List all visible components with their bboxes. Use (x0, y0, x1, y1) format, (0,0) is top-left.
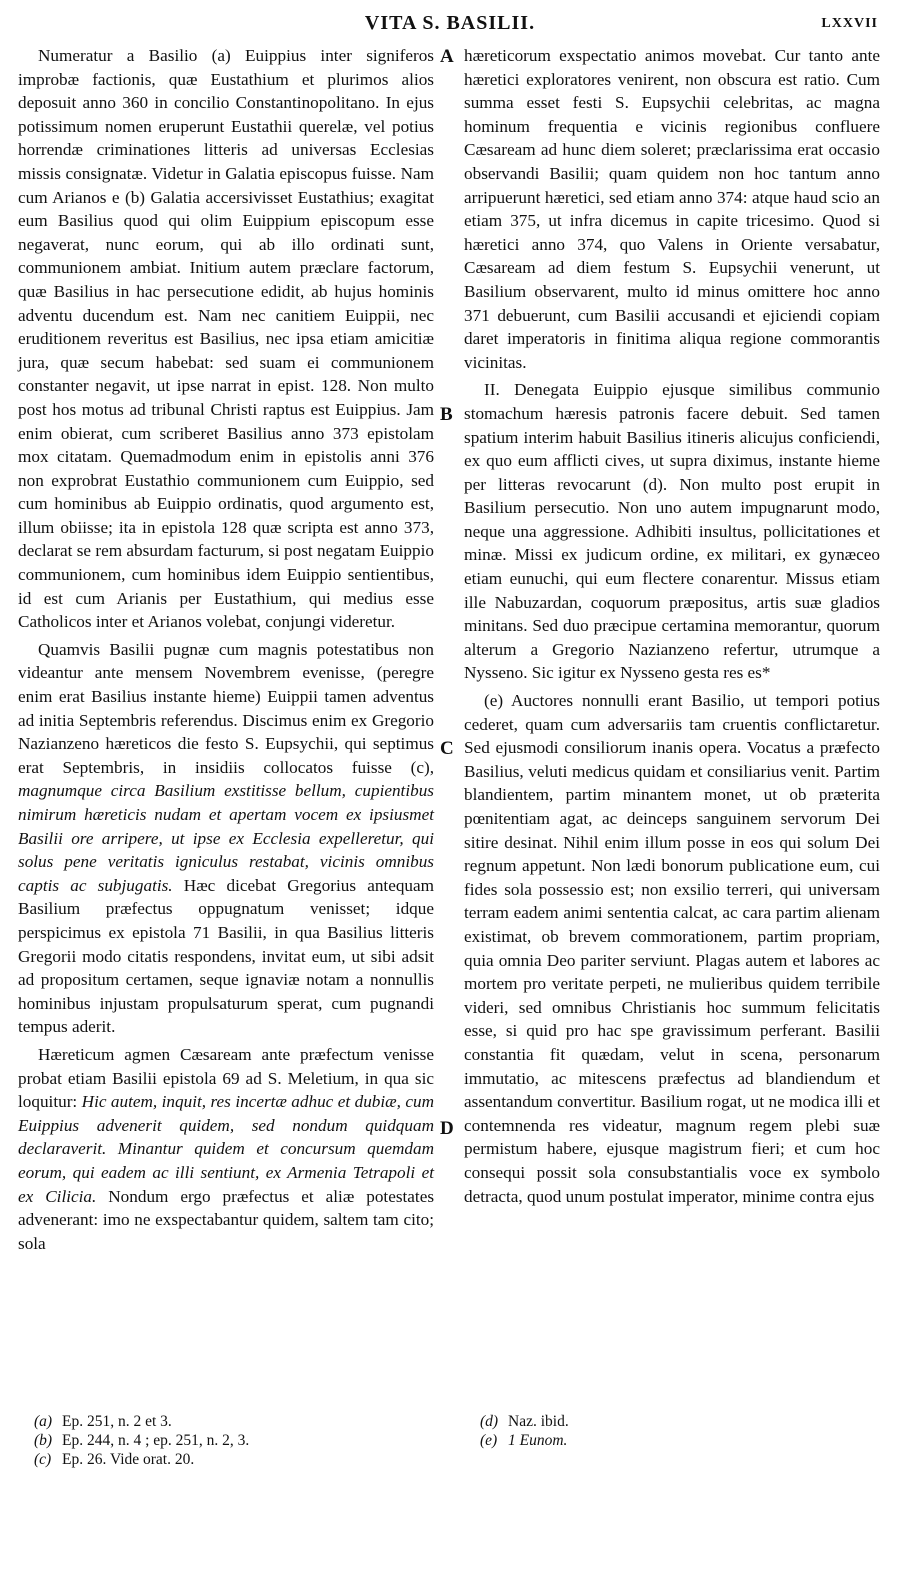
paragraph: hæreticorum exspectatio animos movebat. Cur tanto ante hæretici exploratores venirent, non obscura est ratio. Cum summa esset festi S. Eupsychii celebritas, ac magna hominum frequentia e vicinis regionibus confluere Cæsaream ad hunc diem soleret; præclarissima erat occasio observandi Basilii; quam quidem non hoc tantum anno arripuerunt hæretici, sed etiam anno 374: atque haud scio an etiam 375, ut infra dicemus in capite tricesimo. Quod si hæretici anno 374, quo Valens in Oriente versabatur, Cæsaream ad diem festum S. Eupsychii venerunt, ut Basilium observarent, multo id minus omittere hoc anno 371 debuerunt, cum Basilii accusandi et ejiciendi copiam daret imperatoris in finitima aliqua regione commorantis vicinitas. (464, 46, 880, 372)
footnote-label: (c) (34, 1451, 52, 1468)
footnote-text: Ep. 26. Vide orat. 20. (62, 1451, 195, 1468)
paragraph (18, 1043, 434, 1255)
margin-marker-c: C (440, 738, 454, 759)
footnotes-left (34, 1412, 450, 1469)
margin-marker-a: A (440, 46, 454, 67)
footnotes-right (480, 1412, 896, 1450)
margin-marker-d: D (440, 1118, 454, 1139)
paragraph-text: Hæreticum agmen Cæsaream ante præfectum venisse probat etiam Basilii epistola 69 ad S. Meletium, in qua sic loquitur: (18, 1044, 434, 1112)
footnote-label: (b) (34, 1432, 53, 1449)
footnote-text: Naz. ibid. (508, 1413, 569, 1430)
footnote-label: (a) (34, 1413, 53, 1430)
paragraph-text: Quamvis Basilii pugnæ cum magnis potestatibus non videantur ante mensem Novembrem evenisse, (peregre enim erat Basilius instante hieme) Euippii tamen adventus ad initia Septembris referendus. Discimus enim ex Gregorio Nazianzeno hæreticos die festo S. Eupsychii, qui septimus erat Septembris, in insidiis collocatos fuisse (c), (18, 639, 434, 777)
footnote (34, 1450, 450, 1469)
right-column (464, 44, 880, 1212)
footnote-label: (e) (480, 1432, 498, 1449)
page-number: LXXVII (821, 16, 878, 31)
margin-marker-b: B (440, 404, 453, 425)
left-column (18, 44, 434, 1259)
paragraph-text: Nondum ergo præfectus et aliæ potestates advenerant: imo ne exspectabantur quidem, saltem tam cito; sola (18, 1186, 435, 1253)
quotation: magnumque circa Basilium exstitisse bellum, cupientibus nimirum hæreticis nudam et apertam vocem ex ipsiusmet Basilii ore arripere, ut ipse ex Ecclesia expelleretur, qui solus pene veritatis igniculus restabat, vicinis omnibus captis ac subjugatis. (18, 781, 434, 895)
paragraph-text: Hæc dicebat Gregorius antequam Basilium præfectus oppugnatum venisset; idque perspicimus ex epistola 71 Basilii, in qua Basilius litteris Gregorii modo citatis respondens, invitat eum, ut sibi adsit ad propositum certamen, seque ignaviæ notam a nonnullis hominibus injustam propulsaturum sperat, cum pugnandi tempus aderit. (18, 875, 435, 1037)
footnote (34, 1431, 450, 1450)
footnote-text: Ep. 251, n. 2 et 3. (62, 1413, 172, 1430)
footnote (34, 1412, 450, 1431)
footnote (480, 1412, 896, 1431)
paragraph: Numeratur a Basilio (a) Euippius inter signiferos improbæ factionis, quæ Eustathium et plurimos alios deposuit anno 360 in concilio Constantinopolitano. In ejus potissimum nomen eruperunt Eustathii querelæ, vel potius horrendæ criminationes litteris ad universas Ecclesias missis consignatæ. Videtur in Galatia episcopus fuisse. Nam cum Arianos e (b) Galatia accersivisset Eustathius; exagitat eum Basilius quod qui olim Euippium episcopum esse negaverat, nunc eorum, qui ab illo ordinati sunt, communionem ambiat. Initium autem præclare factorum, quæ Basilius in hac persecutione edidit, ab hujus hominis adventu ducendum est. Nam nec canitiem Euippii, nec eruditionem reveritus est Basilius, nec ipsa etiam amicitiæ jura, quæ secum habebat: sed suam ei communionem constanter negavit, ut ipse narrat in epist. 128. Non multo post hos motus ad tribunal Christi raptus est Euippius. Jam enim obierat, cum scriberet Basilius anno 373 epistolam mox citatam. Quemadmodum enim in epistolis anni 376 non exprobrat Eustathio communionem cum Euippio, sed cum hominibus ab Euippio ordinatis, quod argumento est, illum obiisse; ita in epistola 128 quæ scripta est anno 373, declarat se rem absurdam facturum, si post negatam Euippio communionem, cum hominibus idem Euippio sentientibus, id est cum Arianis per Eustathium, qui medius esse Catholicos inter et Arianos volebat, conjungi videretur. (18, 46, 434, 632)
footnote-text: Ep. 244, n. 4 ; ep. 251, n. 2, 3. (62, 1432, 250, 1449)
paragraph: (e) Auctores nonnulli erant Basilio, ut tempori potius cederet, quam cum adversariis tam cruentis conflictaretur. Sed ejusmodi consiliorum inanis opera. Vocatus a præfecto Basilius, veluti medicus quidam et consiliarius venit. Partim blandientem, partim minantem monet, ut ob præterita pœnitentiam agat, ac deinceps sanguinem servorum Dei sitire desinat. Nihil enim illum posse in eos qui solum Dei regnum appetunt. Non lædi bonorum publicatione eum, cui fides sola possessio est; non exsilio terreri, qui universam terram eadem animi sententia calcat, ac cara partim alienam existimat, ob brevem commorationem, partim propriam, quia omnia Deo pariter serviunt. Plagas autem et labores ac mortem pro veritate perpeti, ne mulieribus quidem terribile videri, sed omnibus Christianis hoc summum felicitatis esse, si quid pro hac spe gravissimum perferant. Basilii constantia fit quædam, velut in scena, personarum immutatio, ac mitescens præfectus ad blandiendum et assentandum convertitur. Basilium rogat, ut ne modica illi et contemnenda res videatur, magnum regem plebi suæ permistum habere, ejusque magistrum fieri; et cum hoc consequi possit sola consubstantialis voce ex symbolo detracta, quod unum postulat imperator, minime contra ejus (464, 691, 880, 1206)
running-title: VITA S. BASILII. (364, 12, 536, 34)
footnote (480, 1431, 896, 1450)
quotation: Hic autem, inquit, res incertæ adhuc et dubiæ, cum Euippius advenerit quidem, sed nondum quidquam declaraverit. Minantur quidem et concursum quemdam eorum, qui eadem ac illi sentiunt, ex Armenia Tetrapoli et ex Cilicia. (18, 1092, 434, 1206)
paragraph (18, 638, 434, 1039)
paragraph: II. Denegata Euippio ejusque similibus communio stomachum hæresis patronis facere debuit. Sed tamen spatium interim habuit Basilius itineris alicujus conficiendi, ex quo eum afflicti cives, ut supra diximus, instante hieme per litteras revocarunt (d). Non multo post erupit in Basilium persecutio. Non uno autem impugnarunt modo, neque una aggressione. Adhibiti insultus, pollicitationes et minæ. Missi ex judicum ordine, ex militari, ex gynæceo etiam eunuchi, qui eum flectere conarentur. Missus etiam ille Nabuzardan, coquorum præpositus, artis suæ gladios minitans. Sed duo præcipue certamina memorantur, quorum alterum a Gregorio Nazianzeno refertur, utrumque a Nysseno. Sic igitur ex Nysseno gesta res es* (464, 380, 880, 683)
footnote-label: (d) (480, 1413, 499, 1430)
footnote-text: 1 Eunom. (508, 1432, 568, 1449)
